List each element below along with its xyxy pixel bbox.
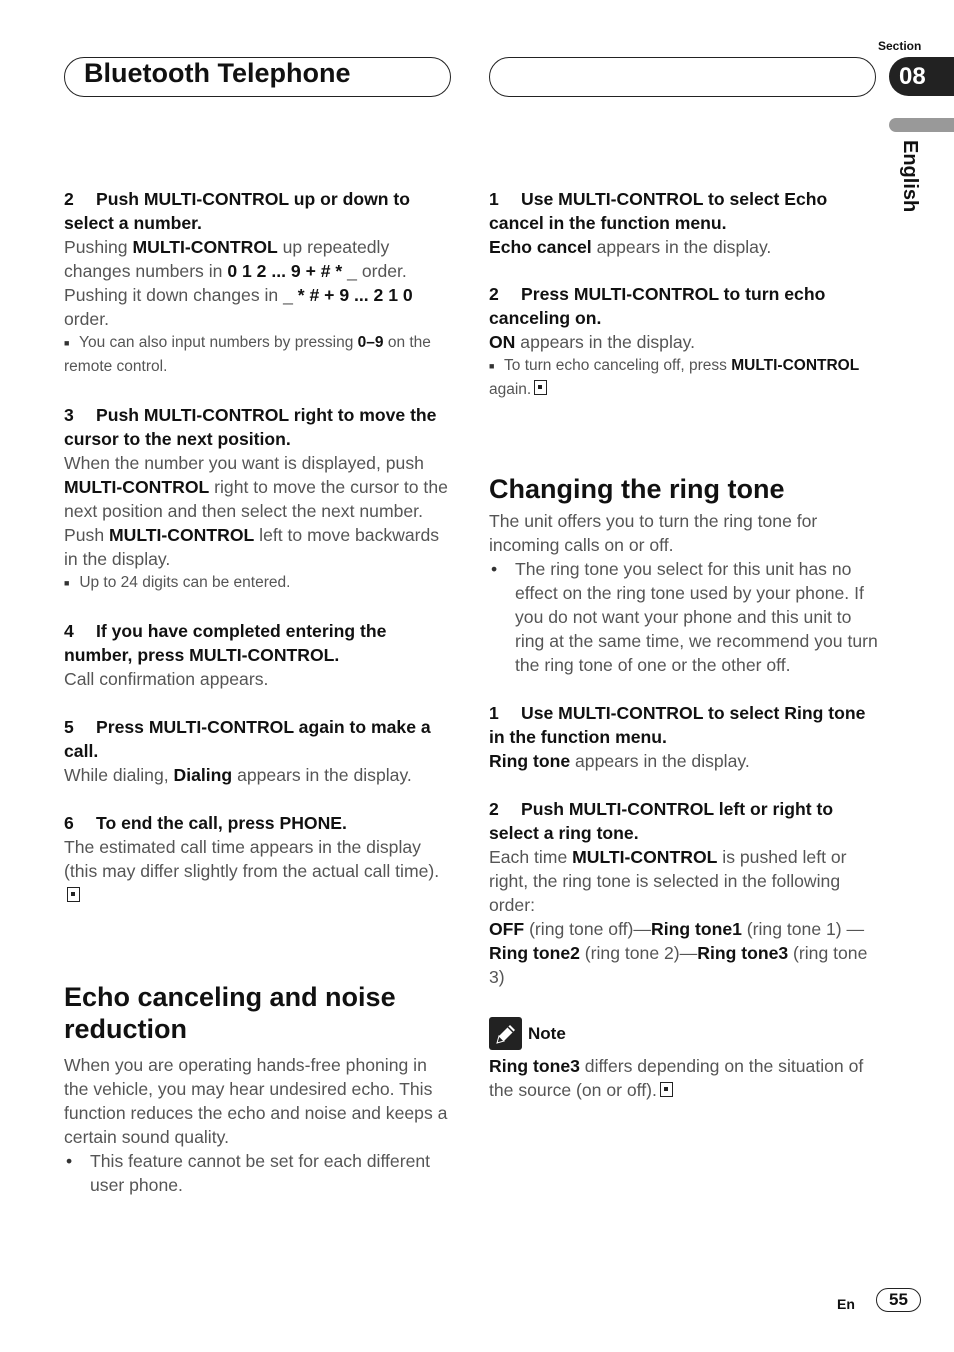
ring-step-2-heading: 2 Push MULTI-CONTROL left or right to select a ring tone. xyxy=(489,799,834,843)
step-5-heading: 5 Press MULTI-CONTROL again to make a call. xyxy=(64,717,431,761)
ring-tone-bullet: • The ring tone you select for this unit has no effect on the ring tone used by your phone. If you do not want your phone and this unit to ring at the same time, we recommend you turn the ring tone of one or the other off. xyxy=(491,559,878,675)
end-of-section-icon xyxy=(67,887,80,902)
square-bullet-icon: ■ xyxy=(64,578,70,588)
square-bullet-icon: ■ xyxy=(64,338,70,348)
language-tab xyxy=(889,118,954,132)
page-number: 55 xyxy=(876,1288,921,1312)
step-6-body: The estimated call time appears in the display (this may differ slightly from the actual call time). xyxy=(64,835,454,907)
ring-tone-order: OFF (ring tone off)—Ring tone1 (ring tone 1) —Ring tone2 (ring tone 2)—Ring tone3 (ring tone 3) xyxy=(489,919,868,987)
step-4-heading: 4 If you have completed entering the number, press MULTI-CONTROL. xyxy=(64,621,387,665)
bullet-dot-icon: • xyxy=(491,559,498,579)
echo-canceling-heading: Echo canceling and noise reduction xyxy=(64,982,396,1044)
ring-step-1-body: Ring tone appears in the display. xyxy=(489,751,750,771)
end-of-section-icon xyxy=(534,380,547,395)
step-2-note: ■ You can also input numbers by pressing 0–9 on the remote control. xyxy=(64,331,454,379)
section-number-badge: 08 xyxy=(889,57,954,96)
step-6-heading: 6 To end the call, press PHONE. xyxy=(64,813,347,833)
ring-tone-intro: The unit offers you to turn the ring tone for incoming calls on or off. xyxy=(489,511,818,555)
step-3-heading: 3 Push MULTI-CONTROL right to move the cursor to the next position. xyxy=(64,405,437,449)
ring-tone-heading: Changing the ring tone xyxy=(489,474,785,504)
echo-canceling-bullet: • This feature cannot be set for each different user phone. xyxy=(66,1151,431,1195)
step-5-body: While dialing, Dialing appears in the display. xyxy=(64,765,412,785)
square-bullet-icon: ■ xyxy=(489,361,495,371)
bullet-dot-icon: • xyxy=(66,1151,73,1171)
right-column xyxy=(489,187,879,1102)
ring-step-1-heading: 1 Use MULTI-CONTROL to select Ring tone in the function menu. xyxy=(489,703,866,747)
step-3-note: ■ Up to 24 digits can be entered. xyxy=(64,571,454,595)
page-header-title: Bluetooth Telephone xyxy=(84,58,351,88)
step-4-body: Call confirmation appears. xyxy=(64,669,269,689)
echo-step-2-body: ON appears in the display. xyxy=(489,332,696,352)
note-label: Note xyxy=(528,1023,566,1043)
section-label: Section xyxy=(878,39,922,53)
echo-step-1-heading: 1 Use MULTI-CONTROL to select Echo cancel in the function menu. xyxy=(489,189,828,233)
note-body: Ring tone3 differs depending on the situation of the source (on or off). xyxy=(489,1056,864,1100)
footer-language: En xyxy=(837,1296,855,1312)
ring-step-2-body: Each time MULTI-CONTROL is pushed left or right, the ring tone is selected in the following order: xyxy=(489,847,847,915)
echo-step-2-note: ■ To turn echo canceling off, press MULTI-CONTROL again. xyxy=(489,354,879,402)
note-header xyxy=(489,1017,879,1050)
echo-step-1-body: Echo cancel appears in the display. xyxy=(489,237,772,257)
echo-step-2-heading: 2 Press MULTI-CONTROL to turn echo canceling on. xyxy=(489,284,826,328)
pencil-note-icon xyxy=(489,1017,522,1050)
end-of-section-icon xyxy=(660,1082,673,1097)
language-label: English xyxy=(899,140,921,213)
left-column xyxy=(64,187,454,1197)
step-2-body: Pushing MULTI-CONTROL up repeatedly changes numbers in 0 1 2 ... 9 + # * _ order. Pushing it down changes in _ * # + 9 ... 2 1 0 order. xyxy=(64,237,413,329)
step-3-body: When the number you want is displayed, push MULTI-CONTROL right to move the cursor to the next position and then select the next number. Push MULTI-CONTROL left to move backwards in the display. xyxy=(64,453,448,569)
echo-canceling-body: When you are operating hands-free phoning in the vehicle, you may hear undesired echo. This function reduces the echo and noise and keeps a certain sound quality. xyxy=(64,1055,448,1147)
header-empty-frame xyxy=(489,57,876,97)
step-2-heading: 2 Push MULTI-CONTROL up or down to select a number. xyxy=(64,189,411,233)
